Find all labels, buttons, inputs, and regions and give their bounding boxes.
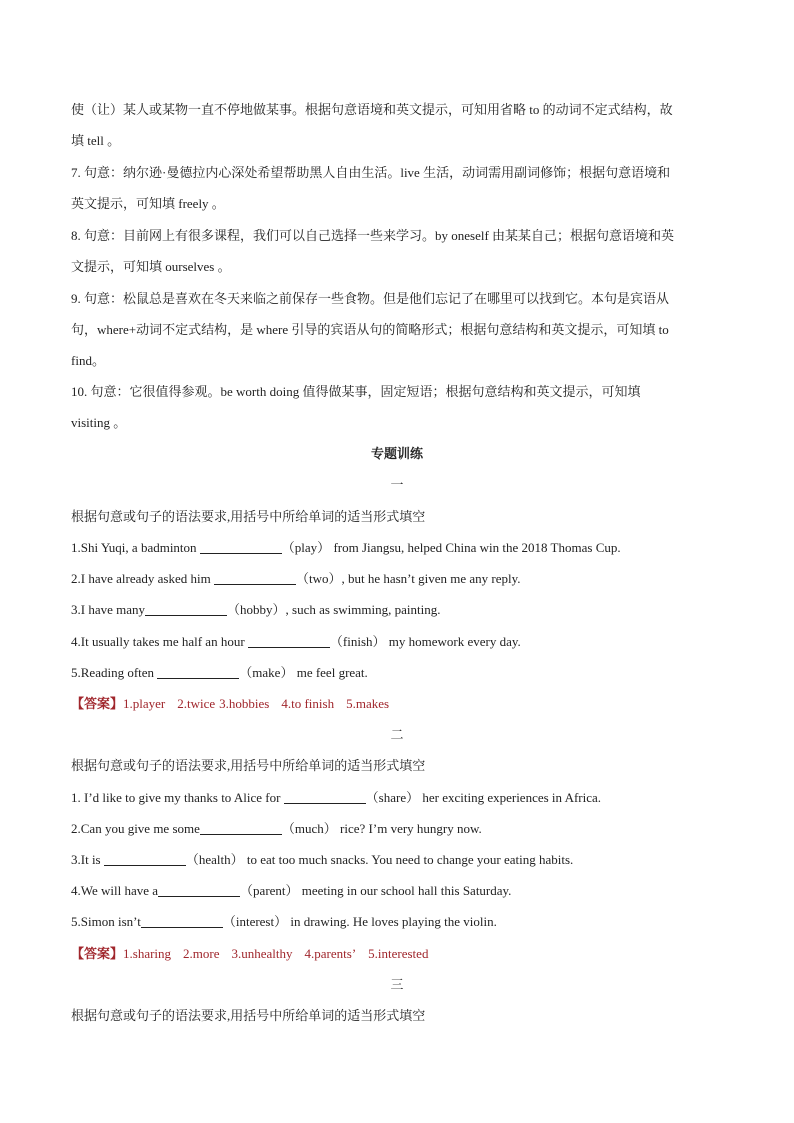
item-hint: （parent） <box>240 883 299 898</box>
group-numeral: 三 <box>390 977 404 992</box>
item-text-after: to eat too much snacks. You need to change your eating habits. <box>243 852 574 867</box>
explanation-line: 文提示，可知填 ourselves 。 <box>71 259 231 274</box>
item-text-before: 3.I have many <box>71 602 146 617</box>
group-instruction: 根据句意或句子的语法要求,用括号中所给单词的适当形式填空 <box>71 509 426 524</box>
item-text-before: 2.Can you give me some <box>71 821 200 836</box>
explanation-line: visiting 。 <box>71 415 127 430</box>
exercise-item <box>71 788 601 808</box>
answer-blank[interactable] <box>104 851 186 866</box>
item-hint: （interest） <box>222 914 288 929</box>
answer-value: 3.hobbies <box>219 696 270 711</box>
answer-blank[interactable] <box>214 570 296 585</box>
item-text-after: meeting in our school hall this Saturday. <box>298 883 512 898</box>
item-text-before: 4.We will have a <box>71 883 159 898</box>
answer-value: 5.interested <box>368 946 429 961</box>
answer-blank[interactable] <box>158 882 240 897</box>
exercise-item <box>71 538 621 558</box>
explanation-line: 句，where+动词不定式结构，是 where 引导的宾语从句的简略形式；根据句意结构和英文提示，可知填 to <box>71 322 669 337</box>
answer-blank[interactable] <box>248 633 330 648</box>
answer-line <box>71 694 389 714</box>
explanation-line: 英文提示，可知填 freely 。 <box>71 196 225 211</box>
item-hint: （hobby） <box>227 602 286 617</box>
item-text-after: her exciting experiences in Africa. <box>419 790 602 805</box>
answer-blank[interactable] <box>157 664 239 679</box>
answer-line <box>71 944 428 964</box>
item-text-after: , such as swimming, painting. <box>285 602 441 617</box>
item-hint: （finish） <box>329 634 386 649</box>
item-text-after: me feel great. <box>293 665 368 680</box>
item-text-after: rice? I’m very hungry now. <box>336 821 482 836</box>
answer-label: 【答案】 <box>71 946 124 961</box>
answer-value: 2.twice <box>177 696 216 711</box>
item-hint: （share） <box>365 790 420 805</box>
exercise-item <box>71 819 482 839</box>
item-hint: （much） <box>281 821 337 836</box>
item-hint: （make） <box>239 665 294 680</box>
item-text-before: 5.Simon isn’t <box>71 914 141 929</box>
item-hint: （play） <box>281 540 331 555</box>
answer-value: 3.unhealthy <box>231 946 293 961</box>
section-title: 专题训练 <box>370 446 423 461</box>
explanation-line: 8. 句意：目前网上有很多课程，我们可以自己选择一些来学习。by oneself 由某某自己；根据句意语境和英 <box>71 228 675 243</box>
item-text-before: 5.Reading often <box>71 665 158 680</box>
item-text-after: my homework every day. <box>385 634 521 649</box>
exercise-item <box>71 569 521 589</box>
answer-blank[interactable] <box>141 913 223 928</box>
answer-blank[interactable] <box>145 601 227 616</box>
explanation-line: 9. 句意：松鼠总是喜欢在冬天来临之前保存一些食物。但是他们忘记了在哪里可以找到它。本句是宾语从 <box>71 291 670 306</box>
item-text-before: 4.It usually takes me half an hour <box>71 634 248 649</box>
item-hint: （health） <box>185 852 244 867</box>
group-instruction: 根据句意或句子的语法要求,用括号中所给单词的适当形式填空 <box>71 1008 426 1023</box>
exercise-item <box>71 600 440 620</box>
answer-value: 1.player <box>123 696 166 711</box>
answer-blank[interactable] <box>200 820 282 835</box>
item-text-before: 3.It is <box>71 852 104 867</box>
explanation-line: 填 tell 。 <box>71 133 121 148</box>
item-text-after: from Jiangsu, helped China win the 2018 Thomas Cup. <box>330 540 621 555</box>
exercise-item <box>71 912 497 932</box>
item-text-after: , but he hasn’t given me any reply. <box>341 571 521 586</box>
explanation-line: 7. 句意：纳尔逊·曼德拉内心深处希望帮助黑人自由生活。live 生活，动词需用副词修饰；根据句意语境和 <box>71 165 671 180</box>
exercise-item <box>71 850 573 870</box>
answer-value: 4.parents’ <box>304 946 357 961</box>
exercise-item <box>71 881 511 901</box>
exercise-item <box>71 663 368 683</box>
item-text-after: in drawing. He loves playing the violin. <box>287 914 497 929</box>
explanation-line: 10. 句意：它很值得参观。be worth doing 值得做某事，固定短语；根据句意结构和英文提示，可知填 <box>71 384 641 399</box>
answer-blank[interactable] <box>200 539 282 554</box>
answer-value: 4.to finish <box>281 696 335 711</box>
answer-value: 2.more <box>183 946 220 961</box>
explanation-line: 使（让）某人或某物一直不停地做某事。根据句意语境和英文提示，可知用省略 to 的动词不定式结构，故 <box>71 102 673 117</box>
item-text-before: 2.I have already asked him <box>71 571 214 586</box>
answer-value: 1.sharing <box>123 946 172 961</box>
exercise-item <box>71 632 521 652</box>
answer-label: 【答案】 <box>71 696 124 711</box>
answer-blank[interactable] <box>284 789 366 804</box>
item-text-before: 1. I’d like to give my thanks to Alice for <box>71 790 284 805</box>
item-text-before: 1.Shi Yuqi, a badminton <box>71 540 200 555</box>
group-numeral: 二 <box>390 727 404 742</box>
group-instruction: 根据句意或句子的语法要求,用括号中所给单词的适当形式填空 <box>71 758 426 773</box>
item-hint: （two） <box>295 571 342 586</box>
answer-value: 5.makes <box>346 696 390 711</box>
group-numeral: 一 <box>390 477 404 492</box>
explanation-line: find。 <box>71 353 105 368</box>
